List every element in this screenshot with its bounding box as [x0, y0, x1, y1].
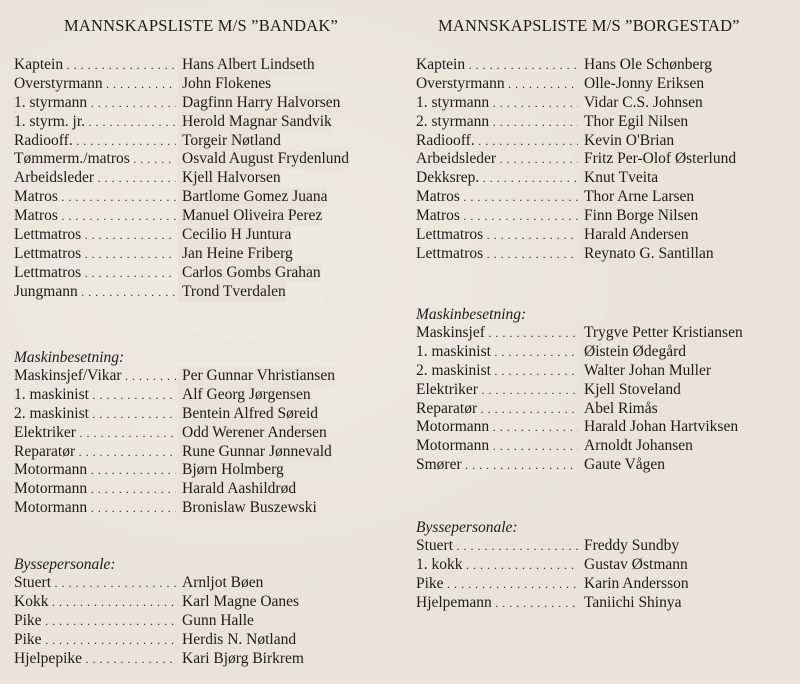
- crew-row: [14, 480, 297, 499]
- crew-role: 1. styrmann . . .: [14, 94, 176, 113]
- crew-row: [416, 593, 682, 613]
- borgestad-title: MANNSKAPSLISTE M/S ”BORGESTAD”: [438, 16, 740, 35]
- crew-role: Kaptein . . .: [416, 56, 578, 75]
- crew-row: [416, 537, 680, 556]
- crew-name: Finn Borge Nilsen: [580, 207, 698, 226]
- crew-role: Smører . . .: [416, 456, 578, 475]
- crew-row: [416, 418, 739, 437]
- crew-name: Kjell Stoveland: [580, 381, 681, 400]
- crew-row: [14, 404, 319, 424]
- crew-name: Rune Gunnar Jønnevald: [178, 443, 332, 462]
- crew-name: Arnoldt Johansen: [580, 437, 693, 456]
- crew-name: Arnljot Bøen: [178, 574, 263, 593]
- crew-role: 1. styrm. jr. . . .: [14, 113, 176, 132]
- crew-name: Harald Andersen: [580, 226, 689, 245]
- crew-name: Karl Magne Oanes: [178, 593, 299, 612]
- borgestad-galley-heading: Byssepersonale:: [416, 519, 518, 536]
- crew-name: Gaute Vågen: [580, 456, 665, 475]
- crew-row: [416, 361, 712, 381]
- crew-role: Overstyrmann . . .: [14, 75, 176, 94]
- crew-role: 2. styrmann . . .: [416, 113, 578, 132]
- crew-role: Elektriker . . .: [14, 424, 176, 443]
- crew-name: Cecilio H Juntura: [178, 226, 291, 245]
- crew-role: Matros . . .: [14, 188, 176, 207]
- crew-role: Arbeidsleder . . .: [14, 169, 176, 188]
- crew-role: Stuert . . .: [416, 537, 578, 556]
- crew-name: Abel Rimås: [580, 400, 658, 419]
- crew-role: Pike . . .: [14, 612, 176, 631]
- crew-role: Pike . . .: [416, 575, 578, 594]
- crew-role: Motormann . . .: [14, 480, 176, 499]
- crew-row: [416, 342, 687, 362]
- bandak-engine-heading: Maskinbesetning:: [14, 349, 125, 366]
- crew-role: Radiooff. . . .: [14, 132, 176, 151]
- crew-role: Dekksrep. . . .: [416, 169, 578, 188]
- crew-row: [14, 499, 317, 518]
- crew-row: [14, 423, 327, 443]
- crew-name: Trond Tverdalen: [178, 283, 286, 302]
- crew-role: 1. maskinist . . .: [416, 343, 578, 362]
- crew-role: Lettmatros . . .: [416, 245, 578, 264]
- crew-role: Maskinsjef/Vikar . . .: [14, 367, 176, 386]
- crew-name: Bartlome Gomez Juana: [178, 188, 327, 207]
- crew-role: Reparatør . . .: [416, 400, 578, 419]
- crew-row: [416, 456, 666, 475]
- crew-row: [416, 399, 658, 419]
- bandak-galley-heading: Byssepersonale:: [14, 556, 116, 573]
- crew-row: [416, 574, 689, 594]
- crew-name: Trygve Petter Kristiansen: [580, 324, 743, 343]
- crew-name: Freddy Sundby: [580, 537, 679, 556]
- borgestad-galley-section: [416, 518, 689, 613]
- crew-row: [416, 324, 743, 343]
- crew-name: Herdis N. Nøtland: [178, 631, 296, 650]
- crew-name: Kevin O'Brian: [580, 132, 674, 151]
- crew-role: Kaptein . . .: [14, 56, 176, 75]
- crew-name: Reynato G. Santillan: [580, 245, 714, 264]
- crew-name: Hans Ole Schønberg: [580, 56, 712, 75]
- crew-role: Motormann . . .: [14, 499, 176, 518]
- crew-role: Maskinsjef . . .: [416, 324, 578, 343]
- crew-role: Pike . . .: [14, 631, 176, 650]
- crew-role: Reparatør . . .: [14, 443, 176, 462]
- bandak-galley-section: [14, 555, 304, 668]
- crew-role: 1. maskinist . . .: [14, 386, 176, 405]
- crew-role: Lettmatros . . .: [14, 245, 176, 264]
- crew-row: [14, 385, 311, 405]
- crew-role: Motormann . . .: [416, 437, 578, 456]
- crew-name: Thor Egil Nilsen: [580, 113, 688, 132]
- crew-row: [14, 442, 332, 462]
- crew-row: [416, 555, 688, 575]
- crew-role: Arbeidsleder . . .: [416, 150, 578, 169]
- crew-role: Matros . . .: [416, 188, 578, 207]
- crew-role: Matros . . .: [14, 207, 176, 226]
- crew-role: Kokk . . .: [14, 593, 176, 612]
- crew-name: Thor Arne Larsen: [580, 188, 694, 207]
- crew-name: Bronislaw Buszewski: [178, 499, 317, 518]
- crew-name: Harald Aashildrød: [178, 480, 296, 499]
- crew-role: Jungmann . . .: [14, 283, 176, 302]
- crew-name: John Flokenes: [178, 75, 271, 94]
- crew-row: [14, 574, 264, 593]
- crew-name: Bjørn Holmberg: [178, 461, 284, 480]
- crew-name: Jan Heine Friberg: [178, 245, 293, 264]
- crew-role: 2. maskinist . . .: [416, 362, 578, 381]
- crew-row: [14, 592, 300, 612]
- crew-role: 1. kokk . . .: [416, 556, 578, 575]
- crew-row: [416, 380, 681, 400]
- crew-role: Elektriker . . .: [416, 381, 578, 400]
- crew-row: [14, 461, 284, 480]
- crew-row: [14, 630, 297, 650]
- crew-role: Tømmerm./matros . . .: [14, 150, 176, 169]
- crew-row: [14, 611, 254, 631]
- crew-name: Øistein Ødegård: [580, 343, 686, 362]
- crew-name: Taniichi Shinya: [580, 594, 682, 613]
- crew-name: Vidar C.S. Johnsen: [580, 94, 703, 113]
- crew-name: Herold Magnar Sandvik: [178, 113, 332, 132]
- crew-name: Manuel Oliveira Perez: [178, 207, 322, 226]
- crew-name: Olle-Jonny Eriksen: [580, 75, 704, 94]
- crew-name: Torgeir Nøtland: [178, 132, 281, 151]
- crew-role: Lettmatros . . .: [14, 226, 176, 245]
- crew-name: Kjell Halvorsen: [178, 169, 281, 188]
- crew-role: Hjelpepike . . .: [14, 650, 176, 669]
- crew-row: [416, 437, 693, 456]
- crew-role: 2. maskinist . . .: [14, 405, 176, 424]
- crew-name: Gustav Østmann: [580, 556, 688, 575]
- crew-name: Gunn Halle: [178, 612, 254, 631]
- crew-name: Fritz Per-Olof Østerlund: [580, 150, 736, 169]
- crew-name: Osvald August Frydenlund: [178, 150, 349, 169]
- crew-name: Walter Johan Muller: [580, 362, 711, 381]
- crew-name: Harald Johan Hartviksen: [580, 418, 738, 437]
- crew-role: 1. styrmann . . .: [416, 94, 578, 113]
- borgestad-engine-section: [416, 305, 743, 475]
- bandak-title: MANNSKAPSLISTE M/S ”BANDAK”: [64, 16, 339, 35]
- crew-name: Karin Andersson: [580, 575, 689, 594]
- crew-role: Hjelpemann . . .: [416, 594, 578, 613]
- crew-name: Hans Albert Lindseth: [178, 56, 315, 75]
- crew-role: Matros . . .: [416, 207, 578, 226]
- crew-role: Radiooff. . . .: [416, 132, 578, 151]
- crew-role: Motormann . . .: [14, 461, 176, 480]
- crew-name: Carlos Gombs Grahan: [178, 264, 321, 283]
- crew-name: Kari Bjørg Birkrem: [178, 650, 304, 669]
- crew-row: [14, 649, 304, 669]
- crew-role: Lettmatros . . .: [416, 226, 578, 245]
- crew-role: Lettmatros . . .: [14, 264, 176, 283]
- crew-name: Dagfinn Harry Halvorsen: [178, 94, 340, 113]
- borgestad-engine-heading: Maskinbesetning:: [416, 306, 527, 323]
- crew-role: Stuert . . .: [14, 574, 176, 593]
- crew-role: Overstyrmann . . .: [416, 75, 578, 94]
- crew-row: [14, 367, 335, 386]
- crew-name: Knut Tveita: [580, 169, 658, 188]
- crew-name: Odd Werener Andersen: [178, 424, 327, 443]
- crew-role: Motormann . . .: [416, 418, 578, 437]
- crew-name: Per Gunnar Vhristiansen: [178, 367, 335, 386]
- bandak-engine-section: [14, 348, 335, 518]
- crew-name: Alf Georg Jørgensen: [178, 386, 311, 405]
- crew-name: Bentein Alfred Søreid: [178, 405, 318, 424]
